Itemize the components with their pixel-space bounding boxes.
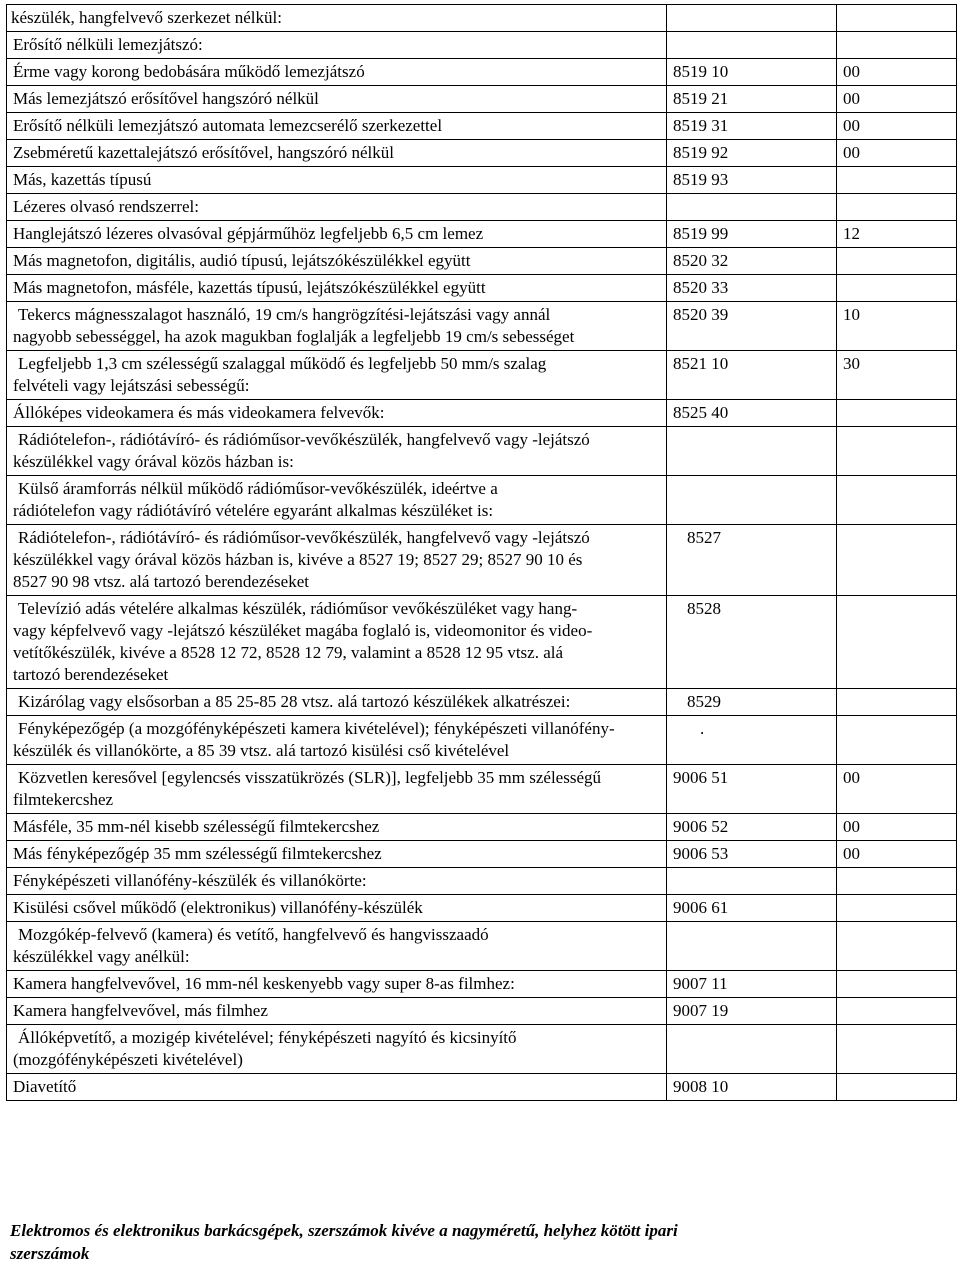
table-row xyxy=(7,427,957,476)
row-code: 8519 92 xyxy=(667,140,837,167)
row-subcode: 10 xyxy=(837,302,957,351)
row-description-text: Mozgókép-felvevő (kamera) és vetítő, hangfelvevő és hangvisszaadó készülékkel vagy anélkül: xyxy=(13,925,489,966)
row-subcode: 12 xyxy=(837,221,957,248)
table-row xyxy=(7,525,957,596)
row-description xyxy=(7,922,667,971)
row-subcode xyxy=(837,689,957,716)
row-code xyxy=(667,476,837,525)
row-description-text: Kizárólag vagy elsősorban a 85 25-85 28 vtsz. alá tartozó készülékek alkatrészei: xyxy=(18,692,571,711)
row-subcode: 00 xyxy=(837,841,957,868)
row-description xyxy=(7,525,667,596)
footer-note: Elektromos és elektronikus barkácsgépek, szerszámok kivéve a nagyméretű, helyhez kötött ipari szerszámok xyxy=(10,1221,678,1263)
tariff-table xyxy=(6,4,957,1101)
table-row xyxy=(7,971,957,998)
row-code xyxy=(667,5,837,32)
row-code: 8519 10 xyxy=(667,59,837,86)
row-description: Kisülési csővel működő (elektronikus) villanófény-készülék xyxy=(7,895,667,922)
table-row xyxy=(7,32,957,59)
row-code: 8529 xyxy=(667,689,837,716)
row-subcode xyxy=(837,971,957,998)
row-description-text: Televízió adás vételére alkalmas készülék, rádióműsor vevőkészüléket vagy hang- vagy képfelvevő vagy -lejátszó készüléket magába foglaló is, videomonitor és video-vetítőkészülék, kivéve a 8528 12 72, 8528 12 79, valamint a 8528 12 95 vtsz. alá tartozó berendezéseket xyxy=(13,599,593,684)
row-subcode: 00 xyxy=(837,86,957,113)
table-row xyxy=(7,922,957,971)
row-code: 8520 39 xyxy=(667,302,837,351)
table-row xyxy=(7,400,957,427)
table-row xyxy=(7,841,957,868)
table-row xyxy=(7,302,957,351)
row-code: 8519 93 xyxy=(667,167,837,194)
table-row xyxy=(7,998,957,1025)
row-subcode: 00 xyxy=(837,113,957,140)
row-description: Kamera hangfelvevővel, 16 mm-nél keskenyebb vagy super 8-as filmhez: xyxy=(7,971,667,998)
table-row xyxy=(7,895,957,922)
row-code xyxy=(667,194,837,221)
table-row xyxy=(7,765,957,814)
row-subcode xyxy=(837,596,957,689)
row-subcode xyxy=(837,716,957,765)
row-description xyxy=(7,765,667,814)
row-description: Más magnetofon, másféle, kazettás típusú, lejátszókészülékkel együtt xyxy=(7,275,667,302)
table-row xyxy=(7,113,957,140)
row-code: 8519 31 xyxy=(667,113,837,140)
row-description-text: Fényképezőgép (a mozgófényképészeti kamera kivételével); fényképészeti villanófény-készülék és villanókörte, a 85 39 vtsz. alá tartozó kisülési cső kivételével xyxy=(13,719,615,760)
row-description: készülék, hangfelvevő szerkezet nélkül: xyxy=(7,5,667,32)
row-description: Zsebméretű kazettalejátszó erősítővel, hangszóró nélkül xyxy=(7,140,667,167)
row-subcode xyxy=(837,248,957,275)
row-code: 8521 10 xyxy=(667,351,837,400)
row-subcode: 30 xyxy=(837,351,957,400)
row-description: Más magnetofon, digitális, audió típusú, lejátszókészülékkel együtt xyxy=(7,248,667,275)
row-code: 9006 61 xyxy=(667,895,837,922)
row-code: 8520 33 xyxy=(667,275,837,302)
row-description-text: Állóképvetítő, a mozigép kivételével; fényképészeti nagyító és kicsinyítő (mozgófényképészeti kivételével) xyxy=(13,1028,517,1069)
row-code xyxy=(667,32,837,59)
row-description: Másféle, 35 mm-nél kisebb szélességű filmtekercshez xyxy=(7,814,667,841)
row-code xyxy=(667,1025,837,1074)
row-code: 9006 53 xyxy=(667,841,837,868)
row-description xyxy=(7,351,667,400)
table-row xyxy=(7,167,957,194)
row-code xyxy=(667,868,837,895)
table-row xyxy=(7,194,957,221)
row-subcode xyxy=(837,1074,957,1101)
row-description-text: Rádiótelefon-, rádiótávíró- és rádióműsor-vevőkészülék, hangfelvevő vagy -lejátszó készülékkel vagy órával közös házban is, kivéve a 8527 19; 8527 29; 8527 90 10 és 8527 90 98 vtsz. alá tartozó berendezéseket xyxy=(13,528,590,591)
row-code: 9006 51 xyxy=(667,765,837,814)
row-code: 9007 19 xyxy=(667,998,837,1025)
row-subcode xyxy=(837,427,957,476)
table-row xyxy=(7,596,957,689)
row-description: Más, kazettás típusú xyxy=(7,167,667,194)
table-row xyxy=(7,5,957,32)
row-subcode xyxy=(837,32,957,59)
row-description: Diavetítő xyxy=(7,1074,667,1101)
row-subcode xyxy=(837,922,957,971)
row-description: Állóképes videokamera és más videokamera felvevők: xyxy=(7,400,667,427)
row-description: Hanglejátszó lézeres olvasóval gépjárműhöz legfeljebb 6,5 cm lemez xyxy=(7,221,667,248)
row-code: . xyxy=(667,716,837,765)
table-row xyxy=(7,221,957,248)
table-row xyxy=(7,716,957,765)
row-code: 8519 21 xyxy=(667,86,837,113)
table-row xyxy=(7,1025,957,1074)
row-subcode: 00 xyxy=(837,140,957,167)
row-description: Erősítő nélküli lemezjátszó automata lemezcserélő szerkezettel xyxy=(7,113,667,140)
row-description xyxy=(7,596,667,689)
row-description-text: Legfeljebb 1,3 cm szélességű szalaggal működő és legfeljebb 50 mm/s szalag felvételi vagy lejátszási sebességű: xyxy=(13,354,547,395)
row-subcode: 00 xyxy=(837,814,957,841)
tariff-table-body xyxy=(7,5,957,1101)
table-row xyxy=(7,689,957,716)
table-row xyxy=(7,248,957,275)
row-subcode xyxy=(837,167,957,194)
row-description: Erősítő nélküli lemezjátszó: xyxy=(7,32,667,59)
row-description: Kamera hangfelvevővel, más filmhez xyxy=(7,998,667,1025)
row-subcode: 00 xyxy=(837,765,957,814)
row-code: 8525 40 xyxy=(667,400,837,427)
row-description: Más lemezjátszó erősítővel hangszóró nélkül xyxy=(7,86,667,113)
table-row xyxy=(7,1074,957,1101)
table-row xyxy=(7,351,957,400)
table-row xyxy=(7,814,957,841)
row-subcode xyxy=(837,895,957,922)
row-description: Érme vagy korong bedobására működő lemezjátszó xyxy=(7,59,667,86)
row-code: 8528 xyxy=(667,596,837,689)
row-code: 8520 32 xyxy=(667,248,837,275)
table-row xyxy=(7,476,957,525)
row-description xyxy=(7,427,667,476)
row-subcode xyxy=(837,1025,957,1074)
row-subcode xyxy=(837,194,957,221)
row-subcode xyxy=(837,998,957,1025)
table-row xyxy=(7,86,957,113)
row-subcode xyxy=(837,868,957,895)
row-code: 9006 52 xyxy=(667,814,837,841)
row-subcode xyxy=(837,400,957,427)
row-code: 8527 xyxy=(667,525,837,596)
table-row xyxy=(7,59,957,86)
row-description: Lézeres olvasó rendszerrel: xyxy=(7,194,667,221)
row-description xyxy=(7,689,667,716)
row-description-text: Közvetlen keresővel [egylencsés visszatükrözés (SLR)], legfeljebb 35 mm szélességű filmtekercshez xyxy=(13,768,602,809)
row-code: 9008 10 xyxy=(667,1074,837,1101)
row-subcode xyxy=(837,525,957,596)
row-subcode xyxy=(837,5,957,32)
row-description-text: Rádiótelefon-, rádiótávíró- és rádióműsor-vevőkészülék, hangfelvevő vagy -lejátszó készülékkel vagy órával közös házban is: xyxy=(13,430,590,471)
row-description xyxy=(7,302,667,351)
row-subcode xyxy=(837,476,957,525)
row-description-text: Tekercs mágnesszalagot használó, 19 cm/s hangrögzítési-lejátszási vagy annál nagyobb sebességgel, ha azok magukban foglalják a legfeljebb 19 cm/s sebességet xyxy=(13,305,575,346)
row-code xyxy=(667,922,837,971)
row-description xyxy=(7,476,667,525)
row-subcode: 00 xyxy=(837,59,957,86)
table-row xyxy=(7,275,957,302)
row-code: 8519 99 xyxy=(667,221,837,248)
row-description: Fényképészeti villanófény-készülék és villanókörte: xyxy=(7,868,667,895)
row-code xyxy=(667,427,837,476)
table-row xyxy=(7,868,957,895)
row-code: 9007 11 xyxy=(667,971,837,998)
row-description xyxy=(7,1025,667,1074)
table-row xyxy=(7,140,957,167)
row-subcode xyxy=(837,275,957,302)
row-description xyxy=(7,716,667,765)
row-description: Más fényképezőgép 35 mm szélességű filmtekercshez xyxy=(7,841,667,868)
row-description-text: Külső áramforrás nélkül működő rádióműsor-vevőkészülék, ideértve a rádiótelefon vagy rádiótávíró vételére egyaránt alkalmas készüléket is: xyxy=(13,479,498,520)
